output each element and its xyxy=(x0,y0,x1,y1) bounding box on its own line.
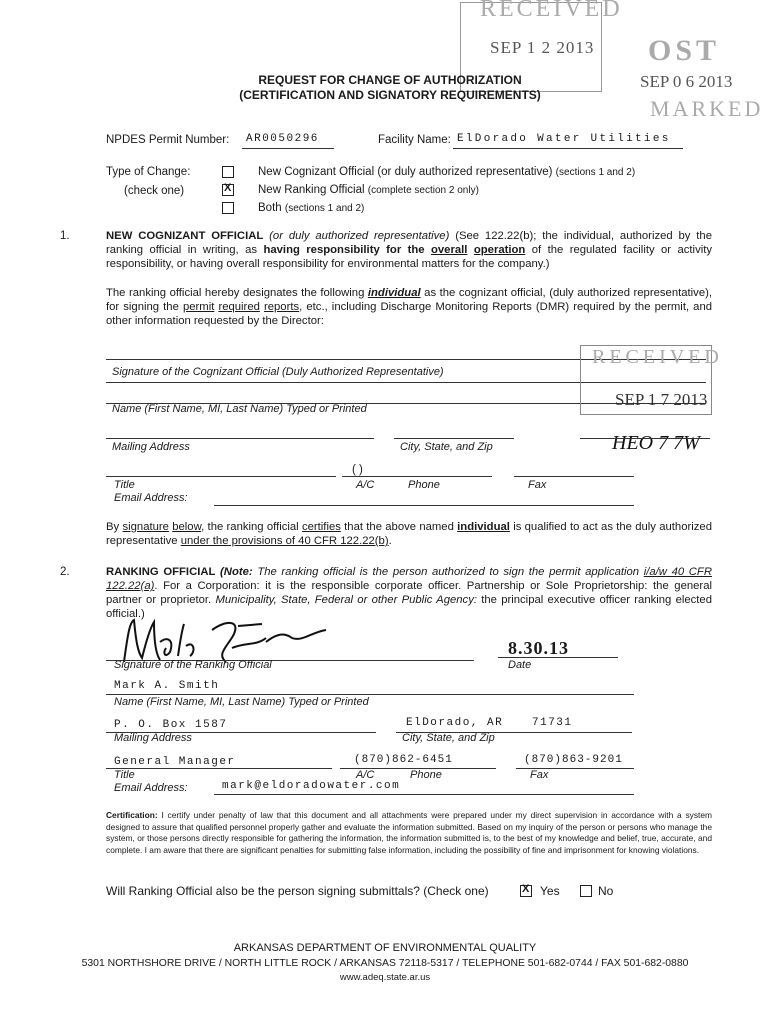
change-type-label-line1: Type of Change: xyxy=(106,166,191,178)
s2-fax-label: Fax xyxy=(530,769,549,781)
s1-name-label: Name (First Name, MI, Last Name) Typed or Printed xyxy=(112,403,367,415)
s1-city-label: City, State, and Zip xyxy=(400,441,493,453)
facility-value[interactable]: ElDorado Water Utilities xyxy=(457,133,671,145)
s2-title-label: Title xyxy=(114,769,135,781)
s2-email-value[interactable]: mark@eldoradowater.com xyxy=(222,780,401,792)
option-cognizant: New Cognizant Official (or duly authorized representative) (sections 1 and 2) xyxy=(258,166,636,178)
received-stamp-date: SEP 1 2 2013 xyxy=(490,38,595,57)
s1-signature-label: Signature of the Cognizant Official (Duly Authorized Representative) xyxy=(112,366,444,378)
s2-signature-label: Signature of the Ranking Official xyxy=(114,659,272,671)
received-stamp-mid-initials: HEO 7 7W xyxy=(612,432,700,454)
s1-email-label: Email Address: xyxy=(114,492,188,504)
s1-ac-label: A/C xyxy=(356,479,375,491)
marked-stamp-label: MARKED xyxy=(650,96,764,121)
npdes-value[interactable]: AR0050296 xyxy=(246,133,319,145)
footer-website: www.adeq.state.ar.us xyxy=(339,972,431,983)
s2-fax-value[interactable]: (870)863-9201 xyxy=(524,754,623,766)
signing-question: Will Ranking Official also be the person signing submittals? (Check one) xyxy=(106,884,489,898)
footer-agency: ARKANSAS DEPARTMENT OF ENVIRONMENTAL QUALITY xyxy=(233,942,537,954)
s2-mailing-label: Mailing Address xyxy=(114,732,192,744)
received-stamp-mid-text: RECEIVED xyxy=(592,346,723,368)
s2-date-label: Date xyxy=(508,659,532,671)
ost-stamp-date: SEP 0 6 2013 xyxy=(640,72,733,91)
s2-zip-value[interactable]: 71731 xyxy=(532,717,573,729)
s1-phone-parens: ( ) xyxy=(352,464,363,476)
no-label: No xyxy=(598,884,614,898)
no-checkbox[interactable] xyxy=(580,885,592,897)
section-1-number: 1. xyxy=(60,230,70,242)
s2-name-value[interactable]: Mark A. Smith xyxy=(114,680,220,692)
section-1-certify: By signature below, the ranking official certifies that the above named individual is qualified to act as the duly authorized representative under the provisions of 40 CFR 122.22(b). xyxy=(106,521,712,547)
change-type-label-line2: (check one) xyxy=(124,185,185,197)
s2-mailing-value[interactable]: P. O. Box 1587 xyxy=(114,719,228,731)
title-line-1: REQUEST FOR CHANGE OF AUTHORIZATION xyxy=(258,73,522,87)
s2-email-label: Email Address: xyxy=(114,782,188,794)
s2-city-label: City, State, and Zip xyxy=(402,732,495,744)
s1-phone-label: Phone xyxy=(408,479,440,491)
s2-ac-label: A/C xyxy=(356,769,375,781)
s2-title-value[interactable]: General Manager xyxy=(114,756,236,768)
npdes-label: NPDES Permit Number: xyxy=(106,134,230,146)
title-line-2: (CERTIFICATION AND SIGNATORY REQUIREMENTS) xyxy=(239,88,541,102)
page-title xyxy=(0,73,770,103)
section-2-number: 2. xyxy=(60,566,70,578)
option-both: Both (sections 1 and 2) xyxy=(258,202,365,214)
certification-statement: Certification: I certify under penalty of law that this document and all attachments were prepared under my direct supervision in accordance with a system designed to assure that qualified personnel properly gather and evaluate the information submitted. Based on my inquiry of the person or persons who manage the system, or those persons directly responsible for gathering the information, the information submitted is, to the best of my knowledge and belief, true, accurate, and complete. I am aware that there are significant penalties for submitting false information, including the possibility of fine and imprisonment for knowing violations. xyxy=(106,810,712,855)
option-ranking: New Ranking Official (complete section 2 only) xyxy=(258,184,479,196)
section-2-intro: RANKING OFFICIAL (Note: The ranking official is the person authorized to sign the permit application i/a/w 40 CFR 122.22(a). For a Corporation: it is the responsible corporate officer. Partnership or Sole Proprietorship: the general partner or proprietor. Municipality, State, Federal or other Public Agency: the principal executive officer ranking elected official.) xyxy=(106,566,713,620)
facility-label: Facility Name: xyxy=(378,134,451,146)
s2-phone-label: Phone xyxy=(410,769,442,781)
s1-fax-label: Fax xyxy=(528,479,547,491)
footer-address: 5301 NORTHSHORE DRIVE / NORTH LITTLE ROCK / ARKANSAS 72118-5317 / TELEPHONE 501-682-0744 / FAX 501-682-0880 xyxy=(81,958,689,969)
s2-name-label: Name (First Name, MI, Last Name) Typed or Printed xyxy=(114,696,369,708)
option-checkbox-cognizant[interactable] xyxy=(222,166,234,178)
section-1-designation: The ranking official hereby designates the following individual as the cognizant official, (duly authorized representative), for signing the permit required reports, etc., including Discharge Monitoring Reports (DMR) required by the permit, and other information requested by the Director: xyxy=(106,287,713,327)
section-1-intro: NEW COGNIZANT OFFICIAL (or duly authorized representative) (See 122.22(b); the individual, authorized by the ranking official in writing, as having responsibility for the overall operation of the regulated facility or activity responsibility, or having overall responsibility for environmental matters for the company.) xyxy=(106,230,713,270)
s2-city-value[interactable]: ElDorado, AR xyxy=(406,717,504,729)
s2-date-value[interactable]: 8.30.13 xyxy=(508,638,569,658)
option-checkbox-both[interactable] xyxy=(222,202,234,214)
s2-phone-value[interactable]: (870)862-6451 xyxy=(354,754,453,766)
received-stamp-text: RECEIVED xyxy=(480,0,623,22)
s1-mailing-label: Mailing Address xyxy=(112,441,190,453)
change-type-label xyxy=(106,165,190,198)
ost-stamp-label: OST xyxy=(648,34,721,67)
yes-label: Yes xyxy=(540,884,560,898)
option-checkbox-ranking[interactable] xyxy=(222,184,234,196)
s1-title-label: Title xyxy=(114,479,135,491)
received-stamp-mid-date: SEP 1 7 2013 xyxy=(615,390,708,409)
yes-checkbox[interactable] xyxy=(520,885,532,897)
